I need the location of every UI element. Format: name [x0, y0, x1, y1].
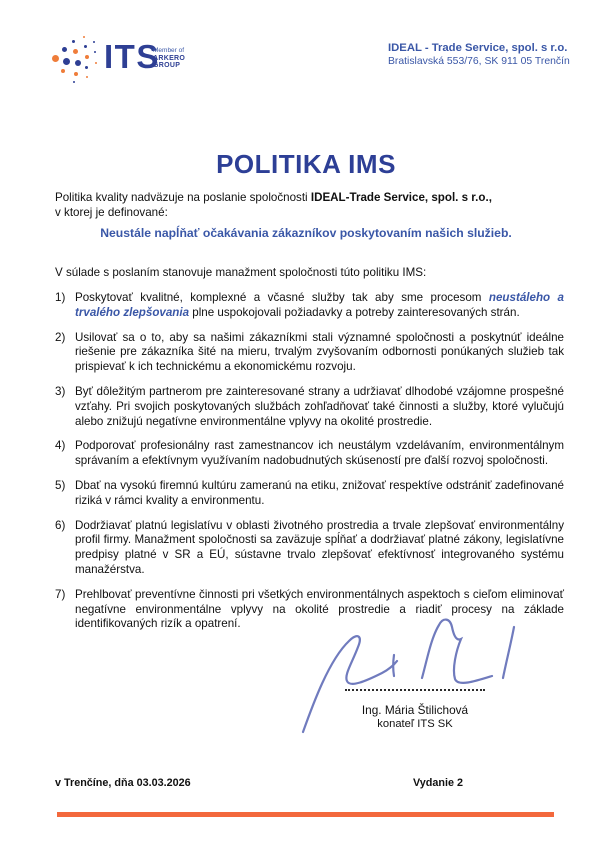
intro-line1-regular: Politika kvality nadväzuje na poslanie spoločnosti [55, 191, 311, 204]
item-number: 4) [55, 439, 66, 453]
policy-lead: V súlade s poslaním stanovuje manažment spoločnosti túto politiku IMS: [55, 266, 427, 279]
intro-paragraph [55, 190, 561, 220]
signatory-role: konateľ ITS SK [377, 718, 453, 730]
item-text [75, 479, 564, 509]
signatory-name: Ing. Mária Štilichová [361, 703, 469, 717]
item-number: 2) [55, 330, 66, 344]
company-info [388, 42, 570, 67]
company-name: IDEAL - Trade Service, spol. s r.o. [388, 42, 568, 54]
item-number: 3) [55, 384, 66, 398]
item-number: 7) [55, 587, 66, 601]
intro-line2: v ktorej je definované: [55, 206, 168, 219]
item-text [75, 291, 564, 321]
page-title: POLITIKA IMS [216, 149, 396, 179]
policy-item-6 [55, 519, 564, 578]
policy-item-3 [55, 385, 564, 429]
item-text-pre: Poskytovať kvalitné, komplexné a včasné služby tak aby sme procesom [75, 291, 489, 304]
policy-item-5 [55, 479, 564, 509]
item-text [75, 385, 564, 429]
item-text-post: plne uspokojovali požiadavky a potreby zainteresovaných strán. [189, 305, 520, 319]
policy-item-2 [55, 331, 564, 375]
policy-list [55, 291, 564, 642]
intro-company-bold: IDEAL-Trade Service, spol. s r.o., [310, 191, 492, 204]
item-text-pre: Prehlbovať preventívne činnosti pri všetkých environmentálnych aspektoch s cieľom eliminovať negatívne environmentálne vplyvy na okolité prostredie a riadiť procesy na základe identifikovaných rizík a opatrení. [75, 587, 564, 631]
footer-place-date: v Trenčíne, dňa 03.03.2026 [55, 777, 191, 789]
company-address: Bratislavská 553/76, SK 911 05 Trenčín [388, 56, 570, 67]
item-number: 6) [55, 518, 66, 532]
its-logo-text: ITS [104, 38, 160, 75]
mission-slogan: Neustále napĺňať očakávania zákazníkov poskytovaním našich služieb. [100, 226, 512, 240]
member-of-line: Member of [153, 47, 185, 54]
policy-item-1 [55, 291, 564, 321]
policy-item-4 [55, 439, 564, 469]
item-text [75, 331, 564, 375]
its-dots-cluster-icon [50, 36, 102, 88]
item-text-pre: Dbať na vysokú firemnú kultúru zameranú na etiku, znižovať respektíve odstrániť zadefinované riziká v rámci kvality a environmentu. [75, 478, 564, 507]
group-name-line2: GROUP [153, 62, 181, 69]
item-text-pre: Podporovať profesionálny rast zamestnancov ich neustálym vzdelávaním, environmentálnym správaním a efektívnym využívaním nadobudnutých skúseností pre ďalší rozvoj spoločnosti. [75, 439, 564, 468]
intro-line1 [55, 190, 561, 205]
item-text-highlight: neustáleho a trvalého zlepšovania [75, 291, 565, 319]
footer-accent-rule [57, 812, 554, 817]
member-of-label [153, 47, 185, 70]
footer-edition: Vydanie 2 [413, 777, 464, 789]
item-number: 1) [55, 291, 66, 304]
signature-dotted-line [345, 689, 485, 691]
item-number: 5) [55, 478, 66, 492]
item-text [75, 519, 564, 578]
item-text-pre: Dodržiavať platnú legislatívu v oblasti životného prostredia a trvale zlepšovať environmentálny profil firmy. Manažment spoločnosti sa zaväzuje spĺňať a dodržiavať platné zákony, legislatívne predpisy platné v SR a EÚ, sústavne trvalo zlepšovať efektívnosť integrovaného systému manažérstva. [75, 518, 564, 576]
item-text-pre: Usilovať sa o to, aby sa našimi zákazníkmi stali významné spoločnosti a poskytnúť ideálne riešenie pre zákazníka šité na mieru, trvalým zvyšovaním odbornosti ponúkaných služieb tak prispievať k ich technickému a ekonomickému rozvoju. [75, 330, 564, 374]
group-name-line1: ARKERO [153, 54, 186, 62]
item-text [75, 439, 564, 469]
item-text-pre: Byť dôležitým partnerom pre zainteresované strany a udržiavať dlhodobé vzájomne prospešné vzťahy. Pri svojich poskytovaných službách zohľadňovať také činnosti a služby, ktoré vylučujú alebo znižujú negatívne environmentálne vplyvy na okolité prostredie. [75, 384, 564, 428]
